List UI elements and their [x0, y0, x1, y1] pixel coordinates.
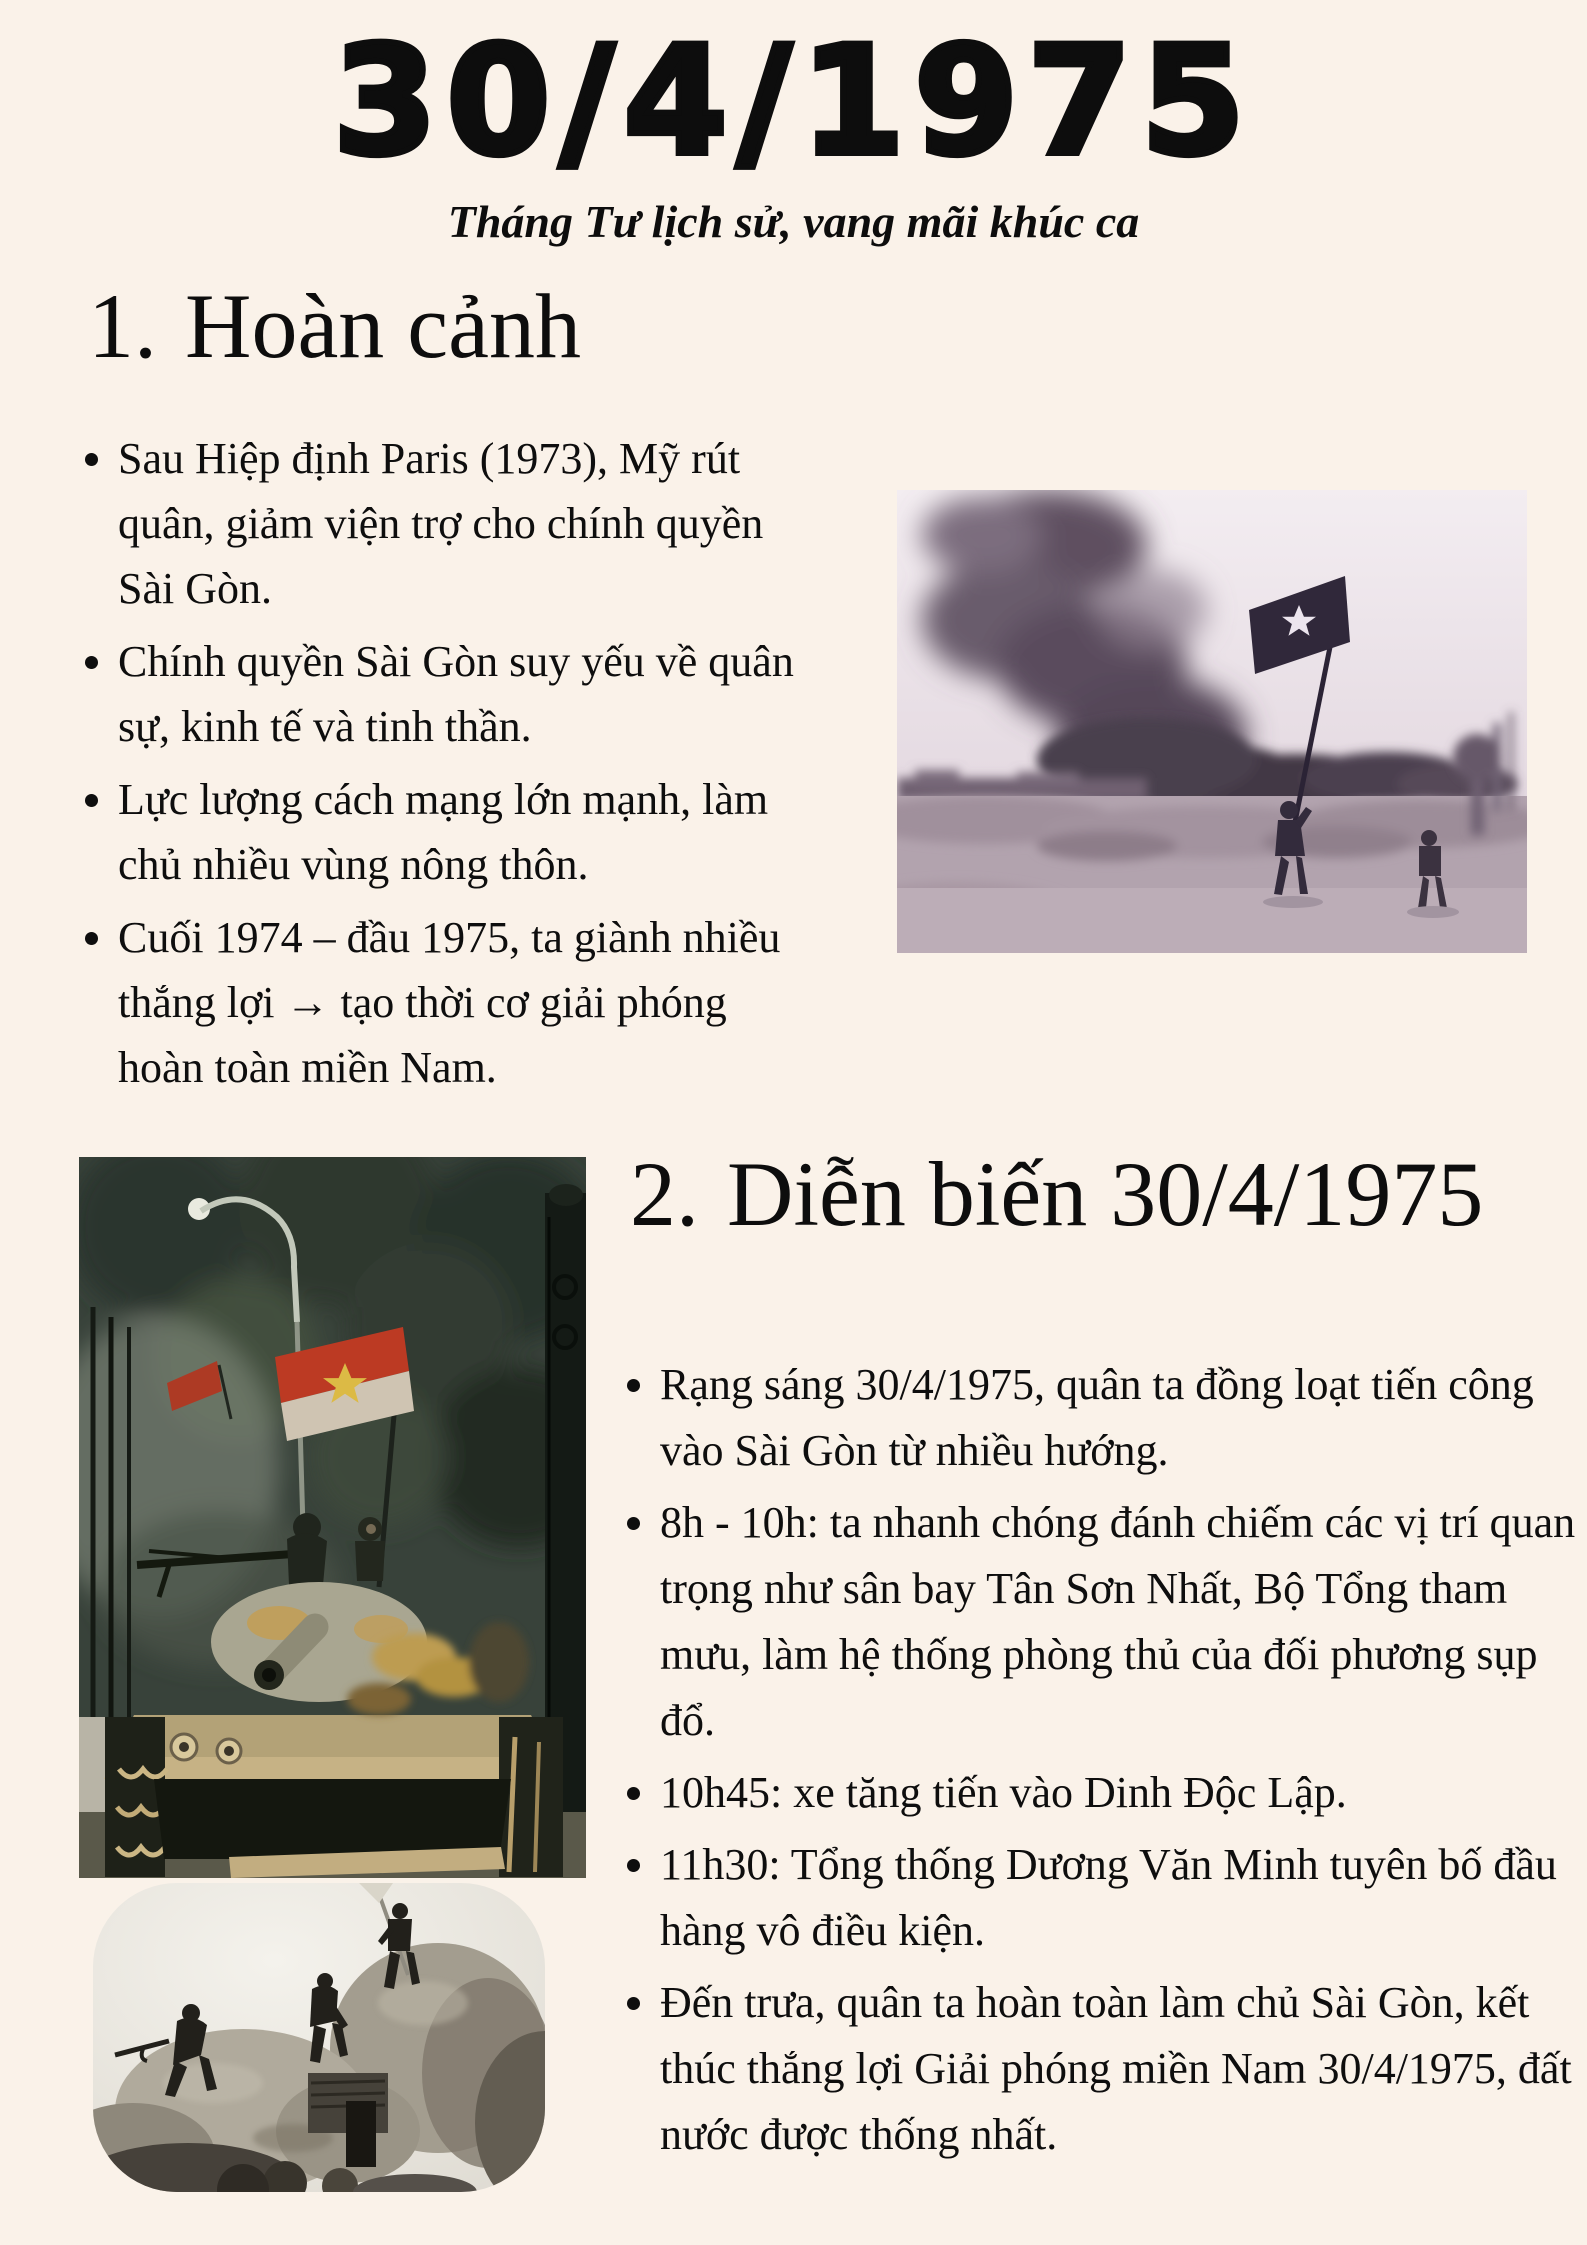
list-item: • Sau Hiệp định Paris (1973), Mỹ rút quân, giảm viện trợ cho chính quyền Sài Gòn. — [118, 426, 818, 621]
section-1-title: Hoàn cảnh — [185, 275, 581, 377]
list-item: • Chính quyền Sài Gòn suy yếu về quân sự, kinh tế và tinh thần. — [118, 629, 818, 759]
shadow — [1407, 906, 1459, 918]
section-1-bullet-list — [76, 426, 818, 1108]
tank-illustration — [79, 1157, 586, 1878]
section-1-heading — [88, 272, 581, 380]
section-1-number: 1. — [88, 275, 157, 377]
photo-tank-flags — [79, 1157, 586, 1878]
list-item: • Đến trưa, quân ta hoàn toàn làm chủ Sài Gòn, kết thúc thắng lợi Giải phóng miền Nam 30/4/1975, đất nước được thống nhất. — [660, 1970, 1587, 2168]
photo-flag-soldiers-smoke — [897, 490, 1527, 953]
list-item: • 11h30: Tổng thống Dương Văn Minh tuyên bố đầu hàng vô điều kiện. — [660, 1832, 1587, 1964]
section-2-number: 2. — [630, 1143, 699, 1245]
tank-front-shadow — [154, 1779, 511, 1859]
section-2-title: Diễn biến 30/4/1975 — [727, 1143, 1484, 1245]
list-item: • 10h45: xe tăng tiến vào Dinh Độc Lập. — [660, 1760, 1587, 1826]
road — [897, 888, 1527, 953]
photo-rock-assault — [93, 1883, 545, 2192]
page-title: 30/4/1975 — [332, 15, 1255, 189]
flag-soldiers-illustration — [897, 490, 1527, 953]
page-subtitle: Tháng Tư lịch sử, vang mãi khúc ca — [447, 196, 1140, 247]
list-item: • 8h - 10h: ta nhanh chóng đánh chiếm các vị trí quan trọng như sân bay Tân Sơn Nhất, Bộ Tổng tham mưu, làm hệ thống phòng thủ của đối phương sụp đổ. — [660, 1490, 1587, 1754]
section-2-bullet-list — [618, 1352, 1587, 2174]
list-item: • Rạng sáng 30/4/1975, quân ta đồng loạt tiến công vào Sài Gòn từ nhiều hướng. — [660, 1352, 1587, 1484]
shadow — [1263, 896, 1323, 908]
rock-assault-illustration — [93, 1883, 545, 2192]
section-2-heading — [630, 1140, 1483, 1248]
list-item: • Lực lượng cách mạng lớn mạnh, làm chủ nhiều vùng nông thôn. — [118, 767, 818, 897]
list-item: • Cuối 1974 – đầu 1975, ta giành nhiều thắng lợi → tạo thời cơ giải phóng hoàn toàn miền Nam. — [118, 905, 818, 1100]
